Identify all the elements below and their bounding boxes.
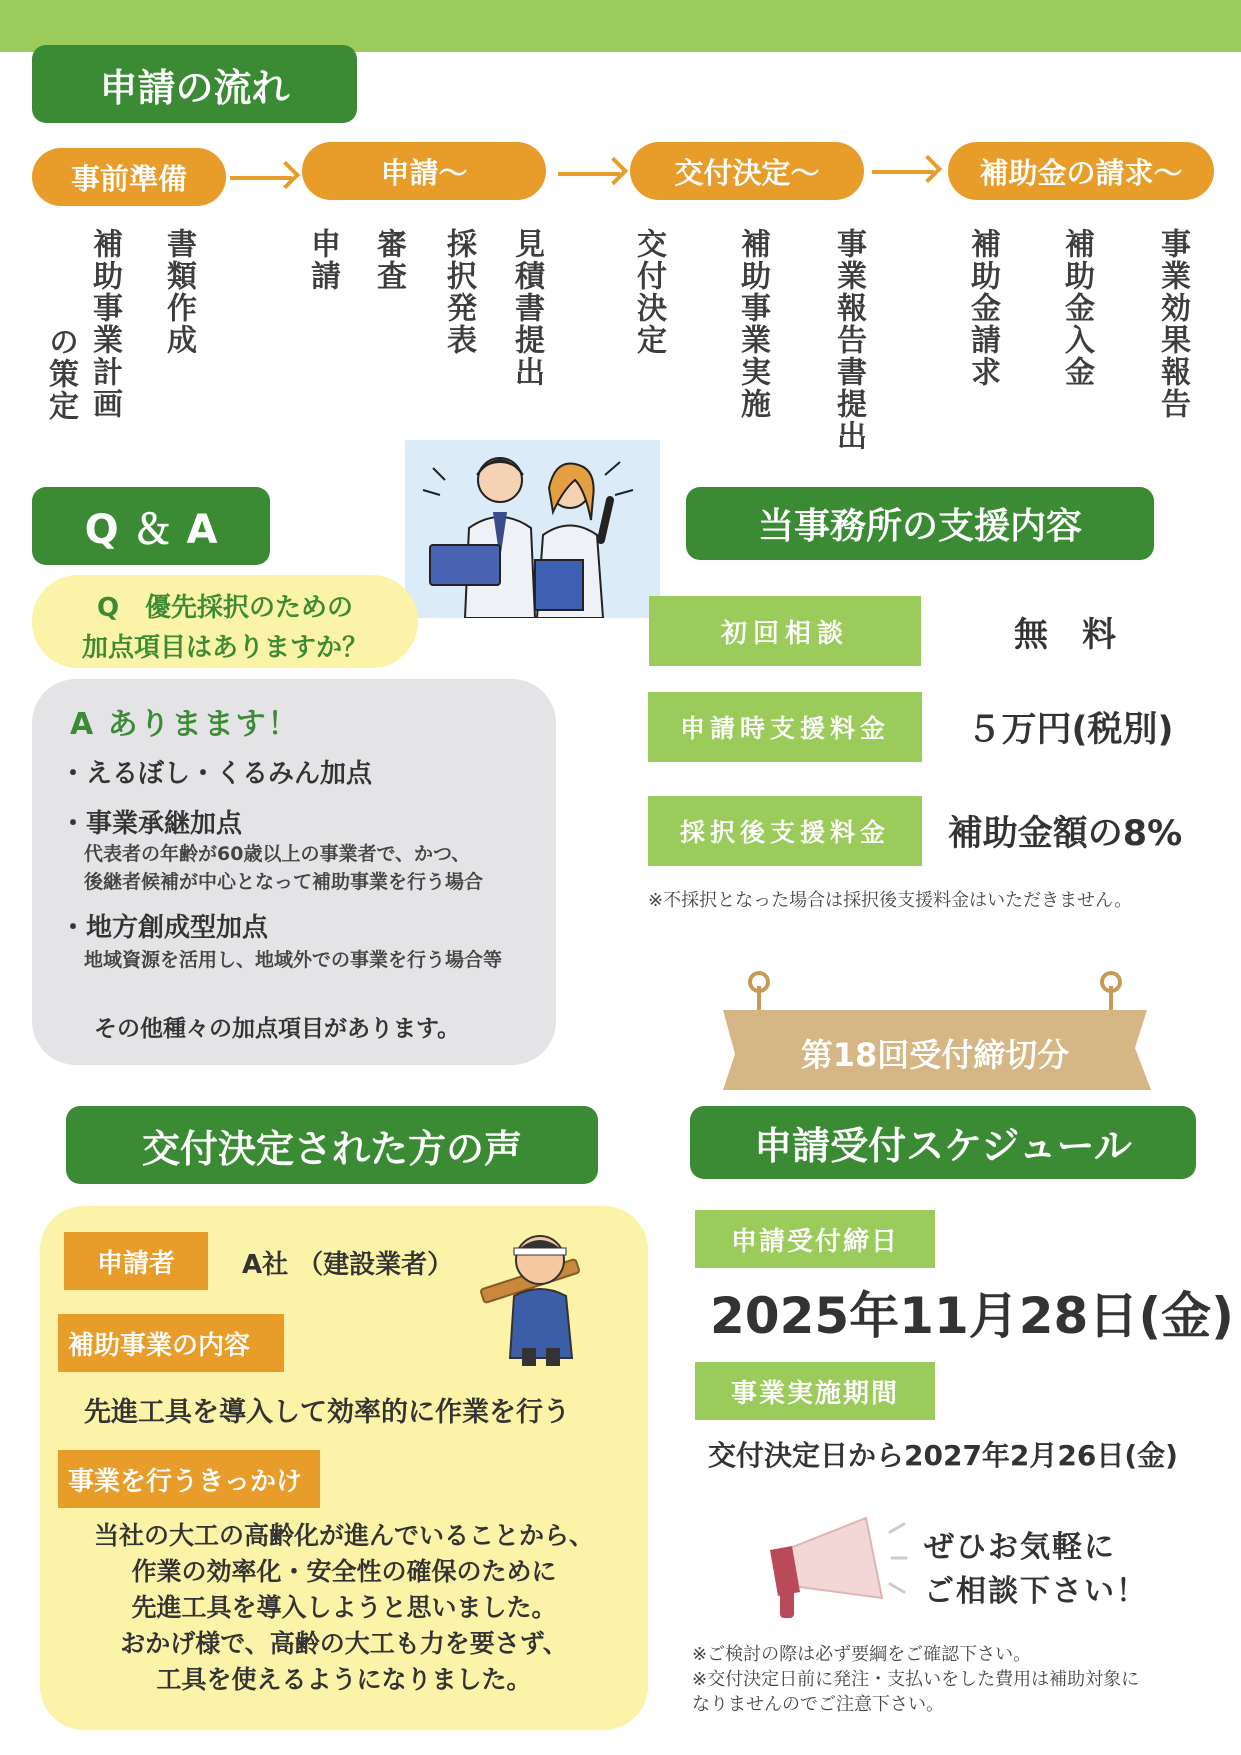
qa-question-line1: Q 優先採択のための	[96, 593, 354, 623]
arrow-icon	[230, 176, 292, 180]
qa-question-bubble	[32, 575, 418, 668]
reason-line: おかげ様で、高齢の大工も力を要さず、	[120, 1629, 568, 1658]
qa-answer: A ありまます！	[70, 707, 300, 742]
deadline-value: 2025年11月28日(金)	[710, 1287, 1235, 1345]
reason-line: 先進工具を導入しようと思いました。	[131, 1593, 557, 1622]
business-people-illustration	[405, 440, 660, 618]
flow-implementation: 補助事業実施	[735, 228, 770, 420]
cta-line1: ぜひお気軽に	[924, 1530, 1116, 1565]
qa-item-title: ・事業承継加点	[60, 809, 243, 839]
flow-announcement: 採択発表	[441, 228, 476, 356]
qa-footer: その他種々の加点項目があります。	[94, 1016, 461, 1042]
voice-title: 交付決定された方の声	[66, 1106, 598, 1184]
support-title: 当事務所の支援内容	[686, 487, 1154, 560]
sign-text: 第18回受付締切分	[800, 1036, 1070, 1074]
support-value: 無 料	[1014, 614, 1116, 655]
flow-apply: 申請	[305, 228, 340, 292]
flow-report: 事業報告書提出	[831, 228, 866, 452]
flow-review: 審査	[371, 228, 406, 292]
qa-item-desc: 後継者候補が中心となって補助事業を行う場合	[84, 871, 484, 893]
support-label: 初回相談	[649, 596, 921, 666]
wooden-sign	[715, 968, 1155, 1092]
flow-payment: 補助金入金	[1059, 228, 1094, 388]
flow-title: 申請の流れ	[32, 45, 357, 123]
reason-label: 事業を行うきっかけ	[58, 1450, 320, 1508]
reason-line: 工具を使えるようになりました。	[156, 1665, 532, 1694]
qa-answer-box	[32, 679, 556, 1065]
reason-line: 作業の効率化・安全性の確保のために	[131, 1557, 557, 1586]
support-label: 採択後支援料金	[648, 796, 922, 866]
content-value: 先進工具を導入して効率的に作業を行う	[84, 1397, 570, 1428]
deadline-label: 申請受付締日	[695, 1210, 935, 1268]
qa-item-title: ・えるぼし・くるみん加点	[60, 759, 373, 789]
step-preparation: 事前準備	[32, 148, 226, 206]
schedule-note: なりませんのでご注意下さい。	[692, 1694, 944, 1715]
arrow-icon	[558, 172, 620, 176]
schedule-title: 申請受付スケジュール	[690, 1106, 1196, 1179]
flow-request: 補助金請求	[965, 228, 1000, 388]
support-value: 補助金額の8%	[947, 814, 1183, 854]
carpenter-illustration	[478, 1218, 594, 1368]
qa-item-desc: 代表者の年齢が60歳以上の事業者で、かつ、	[84, 843, 471, 865]
schedule-note: ※ご検討の際は必ず要綱をご確認下さい。	[692, 1644, 1032, 1665]
cta-line2: ご相談下さい！	[924, 1574, 1148, 1609]
period-label: 事業実施期間	[695, 1362, 935, 1420]
content-label: 補助事業の内容	[58, 1314, 284, 1372]
qa-title: Q ＆ A	[32, 487, 270, 565]
applicant-value: A社 （建設業者）	[242, 1250, 454, 1280]
flow-plan-2: の策定	[43, 326, 78, 422]
support-label: 申請時支援料金	[648, 692, 922, 762]
flow-doc-creation: 書類作成	[161, 228, 196, 356]
applicant-label: 申請者	[64, 1232, 208, 1290]
qa-item-title: ・地方創成型加点	[60, 913, 269, 943]
reason-text	[40, 1518, 648, 1698]
flow-plan: 補助事業計画	[87, 228, 122, 420]
megaphone-icon	[758, 1512, 908, 1622]
support-note: ※不採択となった場合は採択後支援料金はいただきません。	[648, 890, 1133, 911]
arrow-icon	[872, 170, 934, 174]
support-value: ５万円(税別)	[966, 710, 1174, 750]
flow-decision: 交付決定	[631, 228, 666, 356]
flow-estimate: 見積書提出	[509, 228, 544, 388]
step-application: 申請～	[302, 142, 546, 200]
period-value: 交付決定日から2027年2月26日(金)	[708, 1439, 1178, 1472]
qa-question-line2: 加点項目はありますか？	[81, 633, 368, 663]
qa-item-desc: 地域資源を活用し、地域外での事業を行う場合等	[84, 949, 503, 971]
step-grant-decision: 交付決定～	[630, 142, 864, 200]
flow-effect-report: 事業効果報告	[1155, 228, 1190, 420]
step-claim: 補助金の請求～	[948, 142, 1214, 200]
reason-line: 当社の大工の高齢化が進んでいることから、	[93, 1521, 594, 1550]
schedule-note: ※交付決定日前に発注・支払いをした費用は補助対象に	[692, 1669, 1140, 1690]
